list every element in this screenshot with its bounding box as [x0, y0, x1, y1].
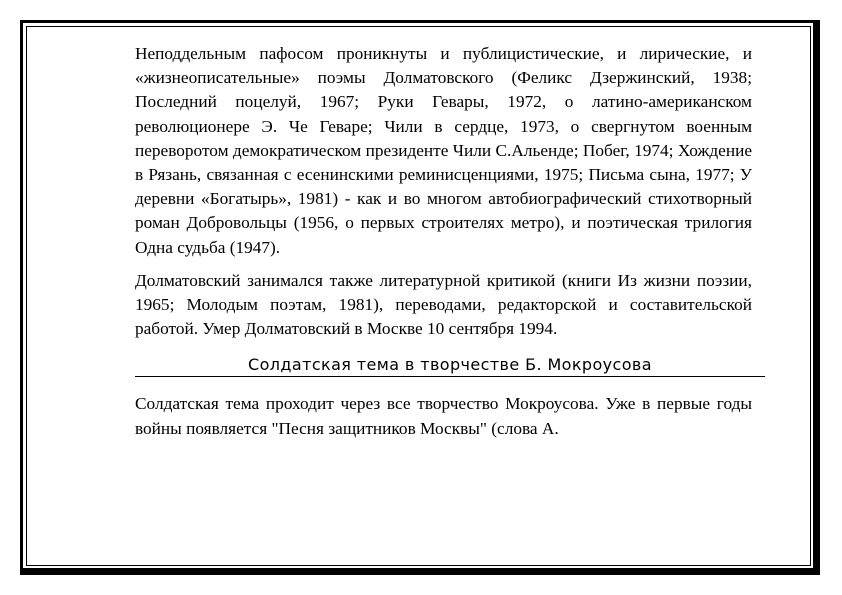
paragraph-mokrousov-soldier-theme: Солдатская тема проходит через все творчество Мокроусова. Уже в первые годы войны появляется "Песня защитников Москвы" (слова А. — [135, 394, 752, 438]
document-body — [135, 42, 752, 441]
paragraph-dolmatovsky-poems: Неподдельным пафосом проникнуты и публицистические, и лирические, и «жизнеописательные» поэмы Долматовского (Феликс Дзержинский, 1938; Последний поцелуй, 1967; Руки Гевары, 1972, о латино-американском революционере Э. Че Геваре; Чили в сердце, 1973, о свергнутом военным переворотом демократическом президенте Чили С.Альенде; Побег, 1974; Хождение в Рязань, связанная с есенинскими реминисценциями, 1975; Письма сына, 1977; У деревни «Богатырь», 1981) - как и во многом автобиографический стихотворный роман Добровольцы (1956, о первых строителях метро), и поэтическая трилогия Одна судьба (1947). — [135, 44, 752, 257]
section-heading: Солдатская тема в творчестве Б. Мокроусова — [135, 355, 765, 377]
paragraph-dolmatovsky-criticism: Долматовский занимался также литературной критикой (книги Из жизни поэзии, 1965; Молодым поэтам, 1981), переводами, редакторской и составительской работой. Умер Долматовский в Москве 10 сентября 1994. — [135, 270, 752, 339]
